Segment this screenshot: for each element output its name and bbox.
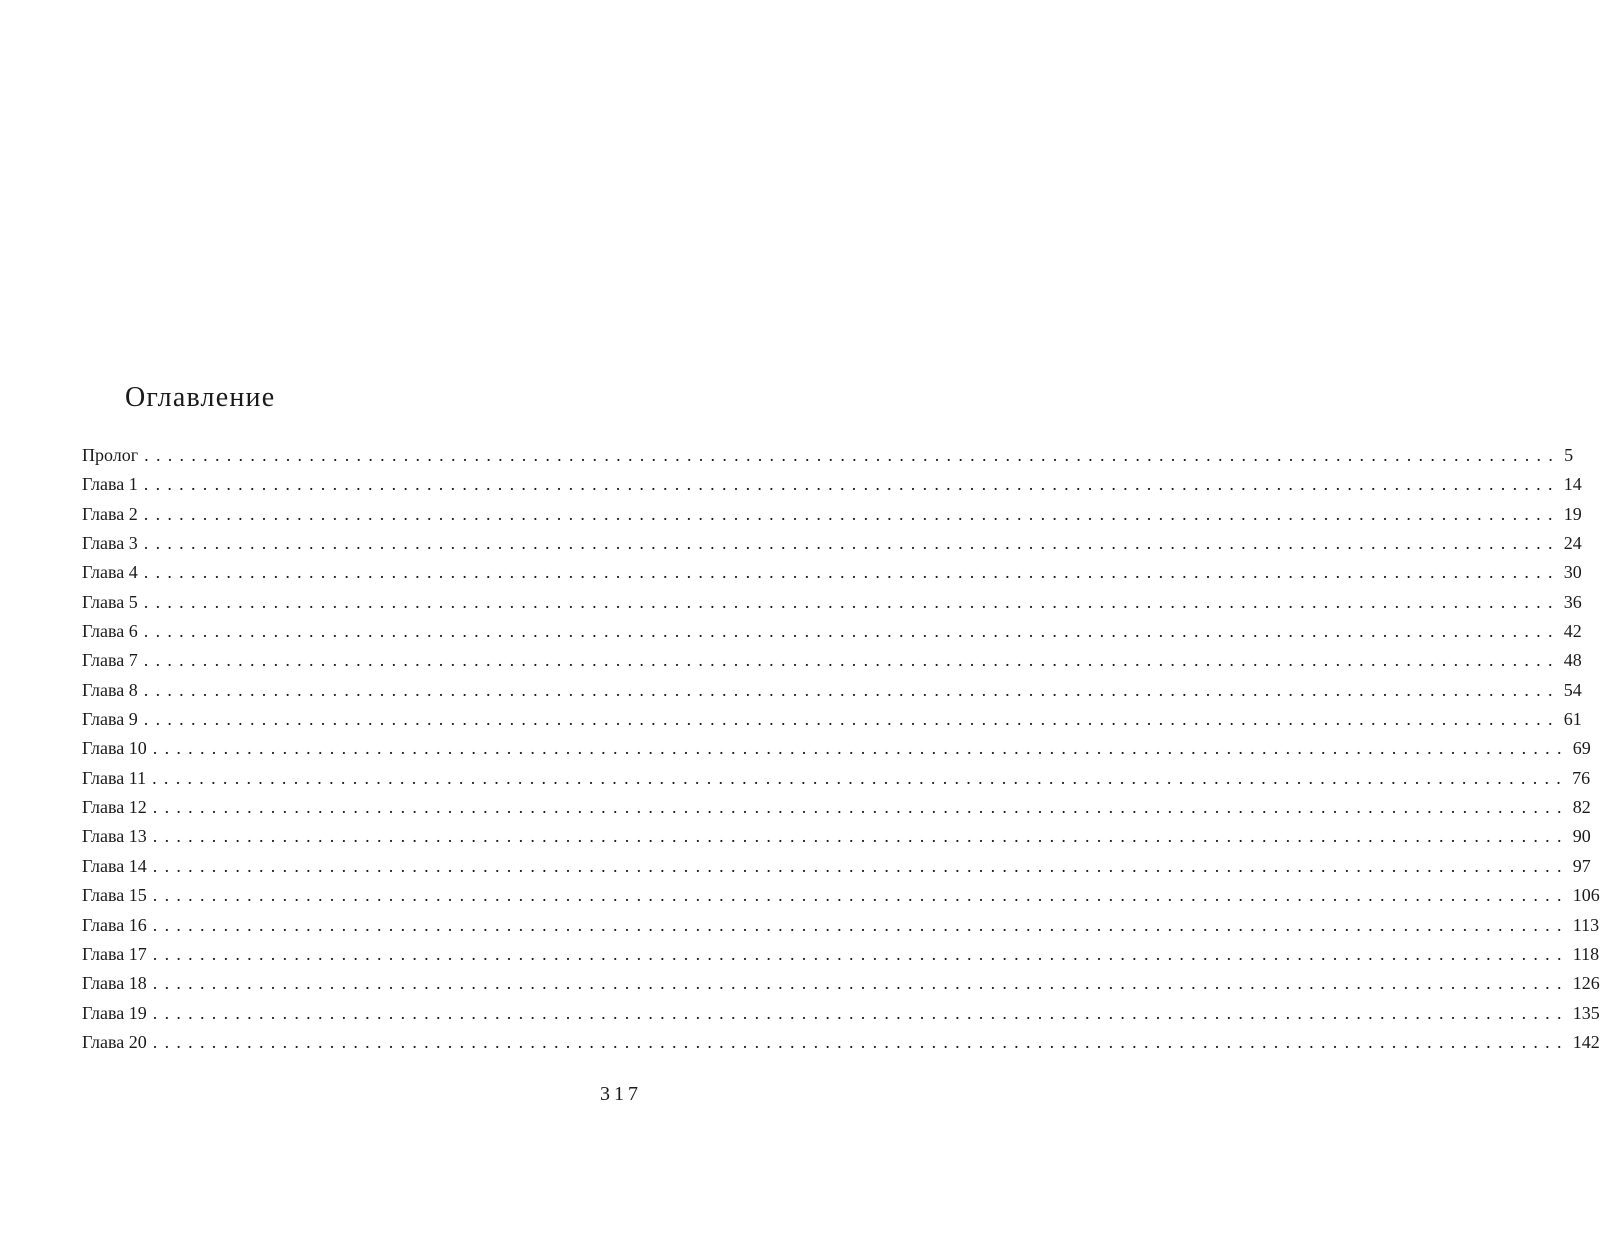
table-of-contents [82, 441, 1600, 1057]
toc-dot-leader: ........................................................................................................................ [143, 591, 1560, 612]
toc-dot-leader: ........................................................................................................................ [143, 650, 1560, 671]
toc-entry [82, 881, 1600, 910]
toc-dot-leader: ........................................................................................................................ [143, 533, 1560, 554]
toc-entry [82, 940, 1600, 969]
toc-entry [82, 969, 1600, 998]
toc-entry-title: Глава 18 [82, 973, 147, 994]
toc-dot-leader: ........................................................................................................................ [152, 973, 1569, 994]
toc-dot-leader: ........................................................................................................................ [152, 943, 1569, 964]
toc-entry [82, 793, 1591, 822]
toc-entry [82, 1028, 1600, 1057]
toc-entry-page: 61 [1563, 709, 1582, 730]
toc-entry [82, 588, 1582, 617]
toc-entry-title: Глава 15 [82, 885, 147, 906]
toc-entry-page: 82 [1572, 797, 1591, 818]
toc-entry-title: Глава 7 [82, 650, 138, 671]
page-number: 317 [600, 1083, 642, 1105]
toc-entry-title: Глава 5 [82, 591, 138, 612]
toc-entry-page: 36 [1563, 591, 1582, 612]
toc-entry [82, 676, 1582, 705]
toc-entry-page: 142 [1572, 1031, 1600, 1052]
toc-dot-leader: ........................................................................................................................ [143, 621, 1560, 642]
toc-entry-title: Глава 9 [82, 709, 138, 730]
toc-entry-title: Глава 16 [82, 914, 147, 935]
toc-entry [82, 852, 1591, 881]
toc-entry-page: 118 [1572, 943, 1600, 964]
toc-dot-leader: ........................................................................................................................ [152, 1002, 1569, 1023]
toc-entry-page: 5 [1564, 445, 1574, 465]
toc-dot-leader: ........................................................................................................................ [152, 797, 1569, 818]
toc-entry [82, 617, 1582, 646]
toc-entry [82, 441, 1574, 470]
toc-entry-title: Глава 3 [82, 533, 138, 554]
toc-entry-title: Глава 13 [82, 826, 147, 847]
toc-dot-leader: ........................................................................................................................ [143, 503, 1560, 524]
toc-entry [82, 911, 1600, 940]
toc-entry-title: Глава 11 [82, 767, 147, 788]
toc-entry-title: Глава 1 [82, 474, 138, 495]
toc-entry-page: 19 [1563, 503, 1582, 524]
toc-entry-page: 14 [1563, 474, 1582, 495]
toc-entry-title: Глава 4 [82, 562, 138, 583]
toc-entry-title: Глава 19 [82, 1002, 147, 1023]
toc-entry [82, 470, 1582, 499]
toc-dot-leader: ........................................................................................................................ [152, 1031, 1569, 1052]
toc-dot-leader: ........................................................................................................................ [152, 885, 1569, 906]
toc-dot-leader: ........................................................................................................................ [152, 914, 1569, 935]
toc-entry-page: 97 [1572, 855, 1591, 876]
toc-entry-page: 42 [1563, 621, 1582, 642]
toc-entry-page: 30 [1563, 562, 1582, 583]
toc-entry-page: 24 [1563, 533, 1582, 554]
toc-entry-page: 135 [1572, 1002, 1600, 1023]
toc-dot-leader: ........................................................................................................................ [152, 826, 1569, 847]
toc-dot-leader: ........................................................................................................................ [152, 767, 1569, 788]
toc-entry [82, 558, 1582, 587]
toc-entry-title: Пролог [82, 445, 139, 465]
toc-dot-leader: ........................................................................................................................ [152, 738, 1569, 759]
toc-entry [82, 500, 1582, 529]
toc-entry-title: Глава 17 [82, 943, 147, 964]
toc-entry-page: 76 [1572, 767, 1591, 788]
toc-entry-title: Глава 14 [82, 855, 147, 876]
toc-entry-title: Глава 12 [82, 797, 147, 818]
toc-entry [82, 705, 1582, 734]
toc-entry-title: Глава 10 [82, 738, 147, 759]
toc-entry-page: 113 [1572, 914, 1600, 935]
toc-entry-page: 126 [1572, 973, 1600, 994]
toc-entry [82, 764, 1591, 793]
toc-heading: Оглавление [125, 382, 276, 413]
toc-entry-page: 54 [1563, 679, 1582, 700]
toc-entry-page: 90 [1572, 826, 1591, 847]
toc-entry-page: 69 [1572, 738, 1591, 759]
toc-dot-leader: ........................................................................................................................ [143, 562, 1560, 583]
toc-dot-leader: ........................................................................................................................ [143, 474, 1560, 495]
toc-dot-leader: ........................................................................................................................ [143, 709, 1560, 730]
toc-entry-title: Глава 20 [82, 1031, 147, 1052]
toc-entry [82, 646, 1582, 675]
toc-entry-title: Глава 2 [82, 503, 138, 524]
toc-dot-leader: ........................................................................................................................ [143, 679, 1560, 700]
toc-entry [82, 734, 1591, 763]
toc-entry-page: 48 [1563, 650, 1582, 671]
toc-entry [82, 999, 1600, 1028]
toc-entry-page: 106 [1572, 885, 1600, 906]
toc-entry-title: Глава 8 [82, 679, 138, 700]
toc-dot-leader: ........................................................................................................................ [144, 445, 1561, 465]
toc-entry-title: Глава 6 [82, 621, 138, 642]
toc-entry [82, 822, 1591, 851]
toc-entry [82, 529, 1582, 558]
toc-dot-leader: ........................................................................................................................ [152, 855, 1569, 876]
